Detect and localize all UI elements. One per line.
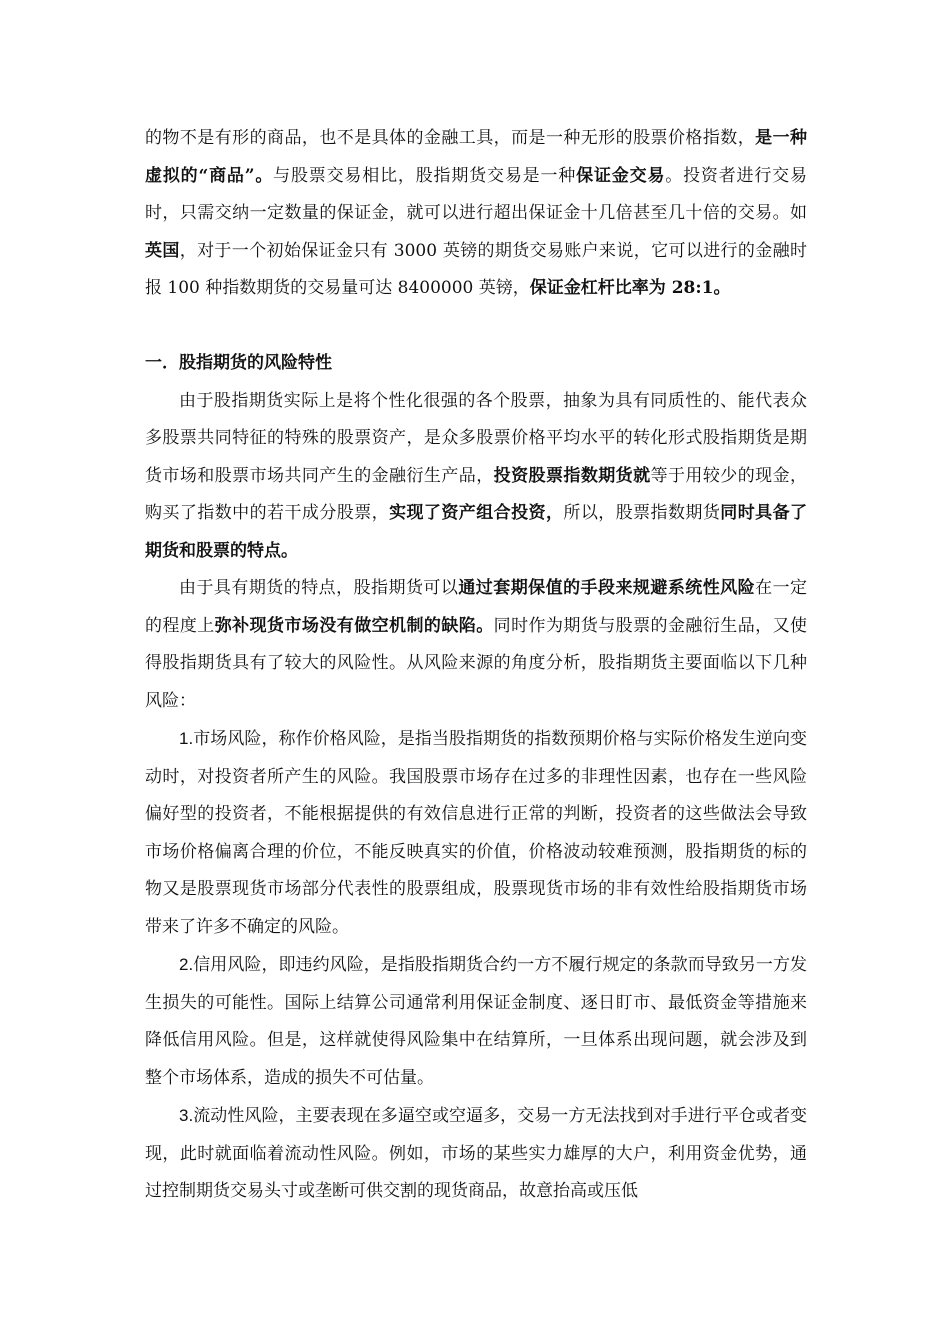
- para-run: 所以，股票指数期货: [563, 503, 721, 523]
- intro-run: 的物不是有形的商品，也不是具体的金融工具，而是一种无形的股票价格指数，: [145, 128, 756, 148]
- intro-bold-run: 是一种虚拟的“商品”。: [145, 128, 808, 186]
- risk-item-liquidity: [145, 1097, 807, 1211]
- document-body: [145, 120, 807, 1211]
- risk-text: 信用风险，即违约风险，是指股指期货合约一方不履行规定的条款而导致另一方发生损失的可能性。国际上结算公司通常利用保证金制度、逐日盯市、最低资金等措施来降低信用风险。但是，这样就使得风险集中在结算所，一旦体系出现问题，就会涉及到整个市场体系，造成的损失不可估量。: [145, 955, 807, 1088]
- para-bold-run: 实现了资产组合投资，: [389, 503, 564, 523]
- section-heading: 一．股指期货的风险特性: [145, 353, 332, 373]
- para-bold-run: 弥补现货市场没有做空机制的缺陷。: [214, 615, 494, 636]
- risk-number: 3.: [179, 1106, 194, 1125]
- risk-text: 市场风险，称作价格风险，是指当股指期货的指数预期价格与实际价格发生逆向变动时，对投资者所产生的风险。我国股票市场存在过多的非理性因素，也存在一些风险偏好型的投资者，不能根据提供的有效信息进行正常的判断，投资者的这些做法会导致市场价格偏离合理的价位，不能反映真实的价值，价格波动较难预测，股指期货的标的物又是股票现货市场部分代表性的股票组成，股票现货市场的非有效性给股指期货市场带来了许多不确定的风险。: [145, 729, 807, 937]
- intro-run: 与股票交易相比，股指期货交易是一种: [273, 165, 577, 186]
- para-run: 等于用较少的现金，购买了指数中的若干成分股票，: [145, 465, 808, 523]
- para-bold-run: 通过套期保值的手段来规避系统性风险: [458, 578, 756, 598]
- risk-number: 1.: [179, 729, 194, 748]
- intro-run: 。投资者进行交易时，只需交纳一定数量的保证金，就可以进行超出保证金十几倍甚至几十倍的交易。如: [145, 165, 808, 223]
- para-run: 由于股指期货实际上是将个性化很强的各个股票，抽象为具有同质性的、能代表众多股票共同特征的特殊的股票资产，是众多股票价格平均水平的转化形式股指期货是期货市场和股票市场共同产生的金融衍生产品，: [145, 390, 807, 486]
- risk-item-credit: [145, 946, 807, 1097]
- para-bold-run: 同时具备了期货和股票的特点。: [145, 503, 808, 561]
- para-run: 在一定的程度上: [145, 578, 808, 636]
- intro-run: ，对于一个初始保证金只有 3000 英镑的期货交易账户来说，它可以进行的金融时报 100 种指数期货的交易量可达 8400000 英镑，: [145, 240, 807, 298]
- para-run: 同时作为期货与股票的金融衍生品，又使得股指期货具有了较大的风险性。从风险来源的角度分析，股指期货主要面临以下几种风险：: [145, 615, 808, 711]
- risk-number: 2.: [179, 955, 194, 974]
- risk-text: 流动性风险，主要表现在多逼空或空逼多，交易一方无法找到对手进行平仓或者变现，此时就面临着流动性风险。例如，市场的某些实力雄厚的大户，利用资金优势，通过控制期货交易头寸或垄断可供交割的现货商品，故意抬高或压低: [145, 1106, 807, 1201]
- intro-bold-run: 保证金杠杆比率为 28:1。: [529, 278, 731, 298]
- para-run: 由于具有期货的特点，股指期货可以: [179, 578, 459, 598]
- para-bold-run: 投资股票指数期货就: [493, 465, 651, 486]
- paragraph-nature: [145, 383, 807, 571]
- risk-item-market: [145, 720, 807, 946]
- intro-bold-run: 保证金交易: [576, 165, 666, 186]
- paragraph-hedging: [145, 570, 807, 720]
- intro-bold-run: 英国: [145, 240, 180, 261]
- intro-paragraph: [145, 120, 807, 308]
